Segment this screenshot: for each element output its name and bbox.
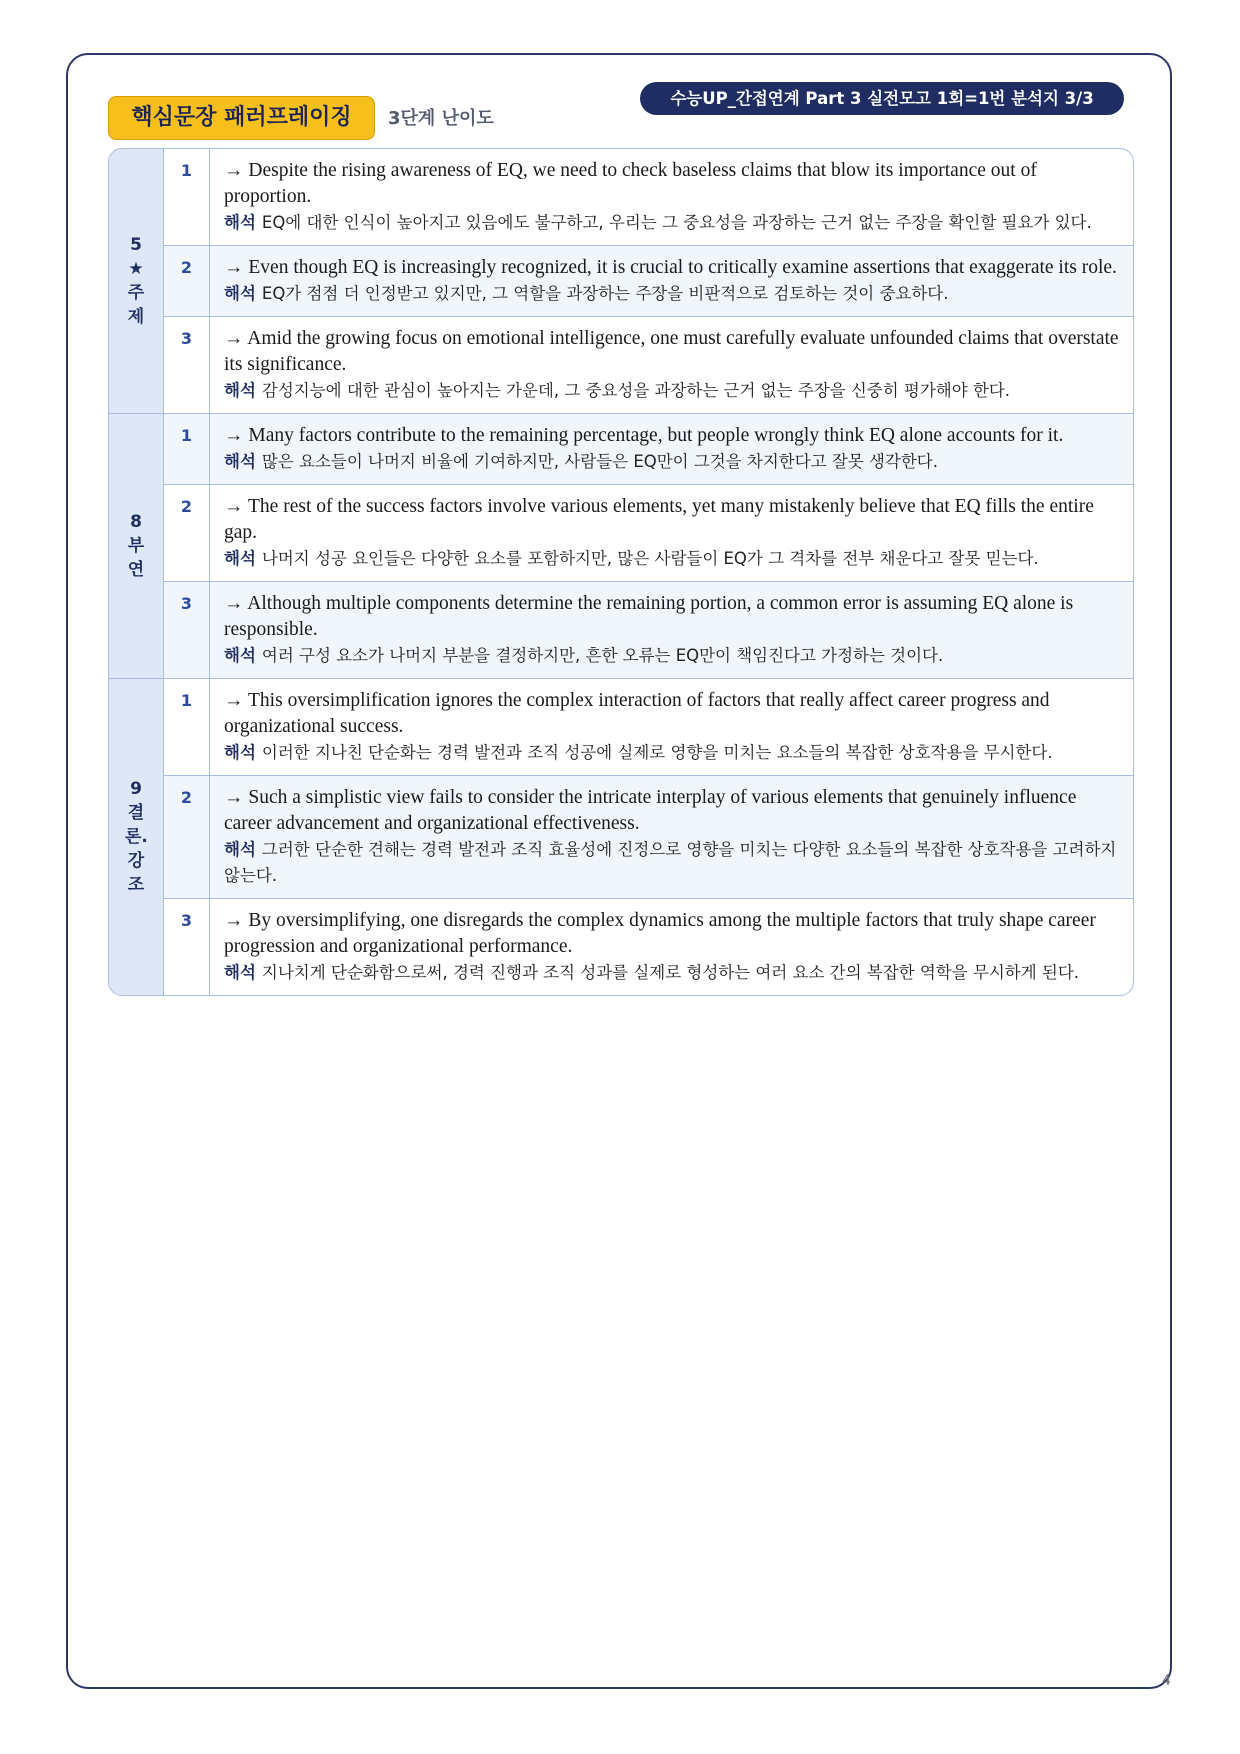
item-number: 2 <box>164 485 210 581</box>
english-sentence: → Amid the growing focus on emotional intelligence, one must carefully evaluate unfounded claims that overstate its significance. <box>224 328 1119 375</box>
item-number: 3 <box>164 899 210 995</box>
paraphrase-item <box>164 246 1133 317</box>
paraphrase-item <box>164 149 1133 246</box>
section-label-cell <box>109 679 164 995</box>
paraphrase-table <box>108 148 1134 996</box>
translation-label: 해석 <box>224 549 256 568</box>
english-sentence: → Such a simplistic view fails to consider the intricate interplay of various elements that genuinely influence career advancement and organizational effectiveness. <box>224 787 1077 834</box>
translation-text: 여러 구성 요소가 나머지 부분을 결정하지만, 흔한 오류는 EQ만이 책임진다고 가정하는 것이다. <box>261 646 944 665</box>
english-sentence: → By oversimplifying, one disregards the complex dynamics among the multiple factors that truly shape career progression and organizational performance. <box>224 910 1096 957</box>
item-content <box>210 899 1133 995</box>
korean-translation <box>224 837 1119 889</box>
korean-translation <box>224 740 1119 766</box>
translation-text: 그러한 단순한 견해는 경력 발전과 조직 효율성에 진정으로 영향을 미치는 다양한 요소들의 복잡한 상호작용을 고려하지 않는다. <box>224 840 1117 885</box>
translation-text: 나머지 성공 요인들은 다양한 요소를 포함하지만, 많은 사람들이 EQ가 그 격차를 전부 채운다고 잘못 믿는다. <box>261 549 1039 568</box>
translation-text: 이러한 지나친 단순화는 경력 발전과 조직 성공에 실제로 영향을 미치는 요소들의 복잡한 상호작용을 무시한다. <box>261 743 1053 762</box>
item-content <box>210 679 1133 775</box>
english-sentence: → Even though EQ is increasingly recognized, it is crucial to critically examine assertions that exaggerate its role. <box>224 257 1117 278</box>
difficulty-label: 3단계 난이도 <box>388 108 494 129</box>
section-items <box>164 414 1133 678</box>
paraphrase-item <box>164 679 1133 776</box>
translation-label: 해석 <box>224 646 256 665</box>
korean-translation <box>224 378 1119 404</box>
paraphrase-item <box>164 317 1133 413</box>
paraphrase-item <box>164 485 1133 582</box>
translation-label: 해석 <box>224 963 256 982</box>
section-items <box>164 149 1133 413</box>
section-row-topic <box>109 149 1133 414</box>
item-content <box>210 485 1133 581</box>
item-content <box>210 776 1133 898</box>
translation-label: 해석 <box>224 381 256 400</box>
item-content <box>210 149 1133 245</box>
english-sentence: → Despite the rising awareness of EQ, we need to check baseless claims that blow its importance out of proportion. <box>224 160 1037 207</box>
korean-translation <box>224 281 1119 307</box>
korean-translation <box>224 643 1119 669</box>
translation-label: 해석 <box>224 213 256 232</box>
item-number: 1 <box>164 679 210 775</box>
section-label-cell <box>109 149 164 413</box>
paraphrase-item <box>164 776 1133 899</box>
paraphrase-item <box>164 899 1133 995</box>
paraphrase-item <box>164 582 1133 678</box>
page-number: 4 <box>1162 1673 1171 1689</box>
item-number: 2 <box>164 776 210 898</box>
item-number: 1 <box>164 149 210 245</box>
english-sentence: → This oversimplification ignores the complex interaction of factors that really affect career progress and organizational success. <box>224 690 1050 737</box>
section-label-cell <box>109 414 164 678</box>
paraphrase-item <box>164 414 1133 485</box>
korean-translation <box>224 210 1119 236</box>
korean-translation <box>224 449 1119 475</box>
section-row-elaboration <box>109 414 1133 679</box>
translation-text: EQ가 점점 더 인정받고 있지만, 그 역할을 과장하는 주장을 비판적으로 검토하는 것이 중요하다. <box>261 284 949 303</box>
item-content <box>210 317 1133 413</box>
translation-label: 해석 <box>224 284 256 303</box>
item-content <box>210 414 1133 484</box>
translation-label: 해석 <box>224 840 256 859</box>
section-label: 8부연 <box>127 512 145 580</box>
section-row-conclusion <box>109 679 1133 995</box>
item-number: 3 <box>164 582 210 678</box>
korean-translation <box>224 960 1119 986</box>
english-sentence: → The rest of the success factors involve various elements, yet many mistakenly believe that EQ fills the entire gap. <box>224 496 1094 543</box>
translation-text: EQ에 대한 인식이 높아지고 있음에도 불구하고, 우리는 그 중요성을 과장하는 근거 없는 주장을 확인할 필요가 있다. <box>261 213 1092 232</box>
korean-translation <box>224 546 1119 572</box>
item-content <box>210 246 1133 316</box>
item-number: 2 <box>164 246 210 316</box>
item-number: 1 <box>164 414 210 484</box>
english-sentence: → Although multiple components determine the remaining portion, a common error is assuming EQ alone is responsible. <box>224 593 1074 640</box>
section-label: 5★주제 <box>127 235 145 327</box>
section-title-badge: 핵심문장 패러프레이징 <box>108 96 375 140</box>
translation-text: 많은 요소들이 나머지 비율에 기여하지만, 사람들은 EQ만이 그것을 차지한다고 잘못 생각한다. <box>261 452 938 471</box>
item-number: 3 <box>164 317 210 413</box>
english-sentence: → Many factors contribute to the remaining percentage, but people wrongly think EQ alone accounts for it. <box>224 425 1064 446</box>
item-content <box>210 582 1133 678</box>
section-items <box>164 679 1133 995</box>
translation-text: 감성지능에 대한 관심이 높아지는 가운데, 그 중요성을 과장하는 근거 없는 주장을 신중히 평가해야 한다. <box>261 381 1011 400</box>
section-label: 9결론.강조 <box>125 779 148 895</box>
translation-label: 해석 <box>224 452 256 471</box>
translation-text: 지나치게 단순화함으로써, 경력 진행과 조직 성과를 실제로 형성하는 여러 요소 간의 복잡한 역학을 무시하게 된다. <box>261 963 1080 982</box>
source-header-pill: 수능UP_간접연계 Part 3 실전모고 1회=1번 분석지 3/3 <box>640 82 1124 115</box>
translation-label: 해석 <box>224 743 256 762</box>
